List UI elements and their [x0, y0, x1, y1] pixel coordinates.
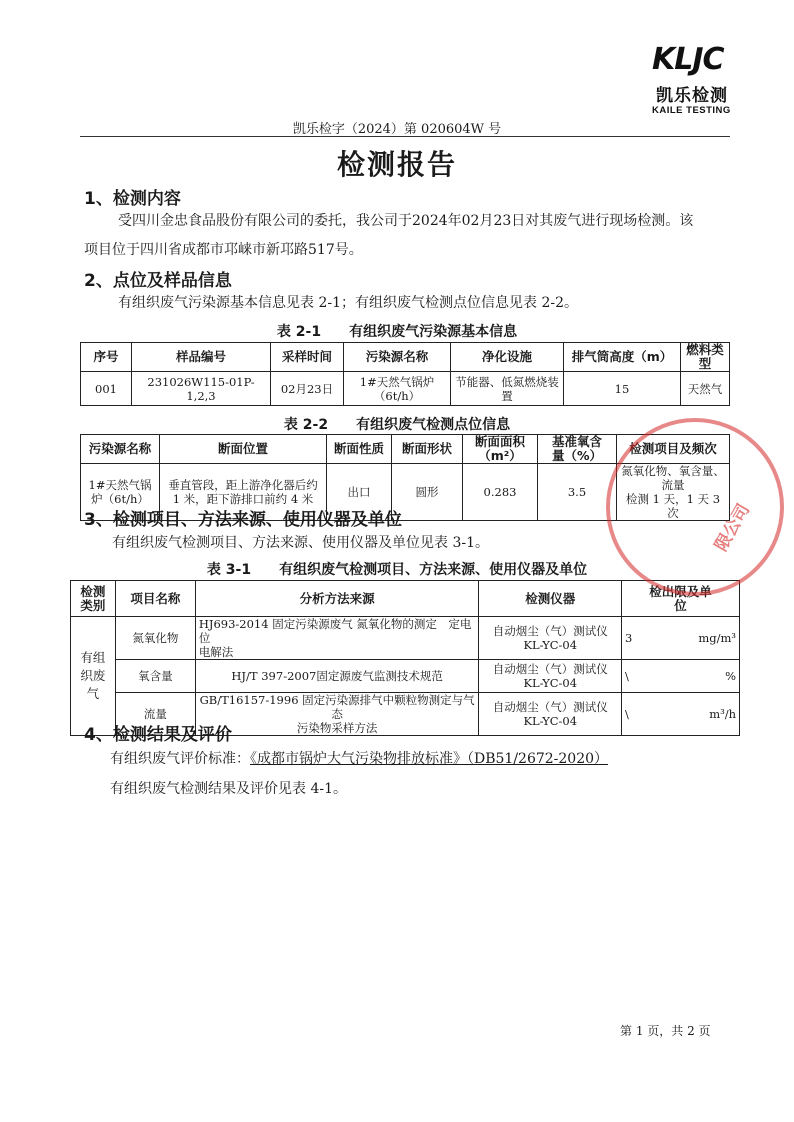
table-cell: 流量 [115, 693, 195, 736]
cell-line: 氮氧化物、氧含量、流量 [621, 464, 725, 492]
table-cell [71, 617, 116, 736]
table-header: 检测项目及频次 [617, 435, 730, 464]
cell-line: 检测 1 天，1 天 3 次 [625, 492, 721, 520]
table-cell: m³/h [665, 693, 739, 736]
cell-line: 自动烟尘（气）测试仪 [492, 700, 608, 714]
cell-line: HJ693-2014 固定污染源废气 氮氧化物的测定 定电位 [198, 617, 472, 645]
table-header [538, 435, 617, 464]
company-logo [622, 42, 732, 122]
table-cell: 氧含量 [115, 660, 195, 693]
company-seal-stamp [606, 418, 784, 596]
section-3-intro: 有组织废气检测项目、方法来源、使用仪器及单位见表 3-1。 [112, 535, 489, 551]
cell-line: 1#天然气锅 [88, 478, 152, 492]
table-cell [479, 693, 622, 736]
cell-line: 污染物采样方法 [296, 721, 378, 735]
table-2-2-caption: 表 2-2 有组织废气检测点位信息 [283, 417, 511, 433]
table-2-1-caption: 表 2-1 有组织废气污染源基本信息 [276, 324, 518, 340]
cell-line: 基准氧含 [551, 434, 602, 449]
logo-chinese-name: 凯乐检测 [656, 86, 728, 106]
cell-line: 自动烟尘（气）测试仪 [492, 624, 608, 638]
table-header: 污染源名称 [81, 435, 160, 464]
logo-english-name: KAILE TESTING [652, 105, 731, 116]
section-4-heading: 4、检测结果及评价 [84, 725, 232, 745]
section-1-line-2: 项目位于四川省成都市邛崃市新邛路517号。 [84, 242, 363, 258]
table-2-1 [80, 342, 730, 406]
cell-line: 炉（6t/h） [91, 492, 149, 506]
table-cell [344, 372, 451, 406]
table-cell [479, 617, 622, 660]
evaluation-standard [110, 746, 608, 772]
cell-line: 1#天然气锅炉 [359, 374, 435, 389]
table-header: 燃料类型 [681, 343, 730, 372]
table-cell: % [665, 660, 739, 693]
section-2-heading: 2、点位及样品信息 [84, 271, 232, 291]
section-1-line-1: 受四川金忠食品股份有限公司的委托，我公司于2024年02月23日对其废气进行现场检测。该 [118, 213, 694, 229]
cell-line: 节能器、低氮燃烧装 [455, 374, 559, 389]
standard-value: 《成都市锅炉大气污染物排放标准》（DB51/2672-2020） [250, 751, 609, 767]
table-cell: HJ/T 397-2007固定源废气监测技术规范 [195, 660, 479, 693]
table-header: 序号 [81, 343, 132, 372]
page-indicator: 第 1 页，共 2 页 [620, 1024, 711, 1038]
table-row [71, 660, 740, 693]
table-cell: 天然气 [681, 372, 730, 406]
table-cell: 出口 [327, 464, 392, 521]
section-4-result-line: 有组织废气检测结果及评价见表 4-1。 [110, 781, 347, 797]
table-header [463, 435, 538, 464]
cell-line: （6t/h） [373, 388, 421, 403]
cell-line: 量（%） [551, 448, 603, 463]
cell-line: KL-YC-04 [523, 714, 578, 728]
table-cell: 圆形 [392, 464, 463, 521]
table-cell [195, 693, 479, 736]
table-header: 断面性质 [327, 435, 392, 464]
cell-line: 检出限及单 [649, 583, 712, 599]
section-3-heading: 3、检测项目、方法来源、使用仪器及单位 [84, 510, 402, 530]
table-header: 断面位置 [160, 435, 327, 464]
table-header: 样品编号 [132, 343, 271, 372]
cell-line: 1 米，距下游排口前约 4 米 [172, 492, 314, 506]
section-1-heading: 1、检测内容 [84, 189, 181, 209]
cell-line: 气 [86, 686, 100, 701]
table-header: 排气筒高度（m） [564, 343, 681, 372]
table-row [81, 372, 730, 406]
table-3-1 [70, 580, 740, 736]
header-divider [80, 136, 730, 137]
table-header: 分析方法来源 [195, 581, 479, 617]
table-cell: \ [622, 693, 666, 736]
page-title: 检测报告 [336, 148, 457, 181]
section-2-intro: 有组织废气污染源基本信息见表 2-1；有组织废气检测点位信息见表 2-2。 [118, 295, 578, 311]
stamp-text: 限公司 [711, 500, 755, 555]
standard-label: 有组织废气评价标准： [110, 751, 250, 767]
cell-line: GB/T16157-1996 固定污染源排气中颗粒物测定与气态 [199, 693, 475, 721]
cell-line: 垂直管段，距上游净化器后约 [168, 478, 318, 492]
cell-line: 自动烟尘（气）测试仪 [492, 662, 608, 676]
table-header [71, 581, 116, 617]
table-row [71, 617, 740, 660]
logo-mark: KLJC [652, 42, 724, 77]
table-3-1-caption: 表 3-1 有组织废气检测项目、方法来源、使用仪器及单位 [206, 562, 588, 578]
table-cell: \ [622, 660, 666, 693]
table-cell: 15 [564, 372, 681, 406]
cell-line: 有组 [80, 650, 106, 665]
table-cell: mg/m³ [665, 617, 739, 660]
table-cell: 3 [622, 617, 666, 660]
table-header: 检测仪器 [479, 581, 622, 617]
cell-line: 位 [674, 597, 687, 613]
table-cell: 3.5 [538, 464, 617, 521]
table-header: 断面形状 [392, 435, 463, 464]
table-cell: 氮氧化物 [115, 617, 195, 660]
table-cell: 02月23日 [271, 372, 344, 406]
table-cell: 001 [81, 372, 132, 406]
table-cell: 231026W115-01P-1,2,3 [132, 372, 271, 406]
table-header: 采样时间 [271, 343, 344, 372]
table-cell [479, 660, 622, 693]
table-cell: 0.283 [463, 464, 538, 521]
cell-line: KL-YC-04 [523, 638, 578, 652]
cell-line: 断面面积 [474, 434, 525, 449]
table-cell [195, 617, 479, 660]
table-header: 项目名称 [115, 581, 195, 617]
table-header: 污染源名称 [344, 343, 451, 372]
cell-line: （m²） [478, 448, 522, 463]
cell-line: 置 [501, 388, 513, 403]
table-header: 净化设施 [451, 343, 564, 372]
table-cell [451, 372, 564, 406]
cell-line: 检测 [80, 583, 106, 599]
cell-line: 电解法 [198, 645, 234, 659]
document-number: 凯乐检字（2024）第 020604W 号 [292, 122, 502, 137]
cell-line: KL-YC-04 [523, 676, 578, 690]
cell-line: 类别 [80, 597, 106, 613]
cell-line: 织废 [80, 668, 106, 683]
